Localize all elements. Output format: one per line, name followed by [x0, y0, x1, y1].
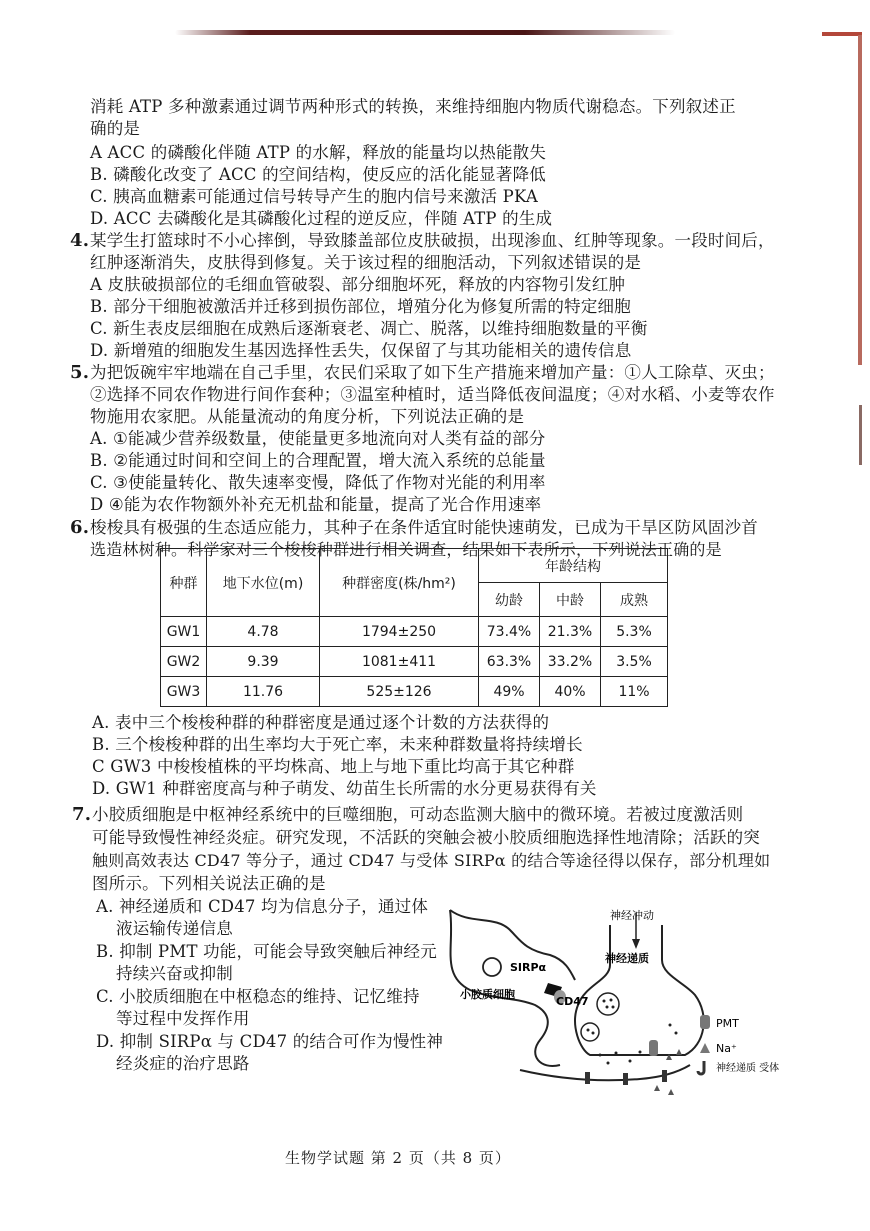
- page-footer: 生物学试题 第 2 页（共 8 页）: [285, 1149, 511, 1167]
- q6-option-c: C GW3 中梭梭植株的平均株高、地上与地下重比均高于其它种群: [92, 757, 575, 776]
- q7-option-a-line2: 液运输传递信息: [116, 919, 233, 938]
- table-cell: 9.39: [207, 647, 320, 677]
- q5-number: 5.: [70, 362, 90, 383]
- presynaptic-terminal: [575, 925, 704, 1055]
- table-cell: 5.3%: [601, 617, 668, 647]
- vesicle-icon: [597, 993, 619, 1015]
- sodium-ion-icon: [654, 1085, 660, 1091]
- q6-option-a: A. 表中三个梭梭种群的种群密度是通过逐个计数的方法获得的: [92, 713, 550, 732]
- receptor-icon: [662, 1070, 667, 1082]
- table-cell: 11.76: [207, 677, 320, 707]
- scan-edge-top: [175, 30, 675, 35]
- table-cell: GW3: [161, 677, 207, 707]
- table-row: [161, 677, 668, 707]
- synapse-mechanism-figure: [440, 905, 860, 1105]
- q7-option-d-line2: 经炎症的治疗思路: [116, 1054, 250, 1073]
- q4-option-d: D. 新增殖的细胞发生基因选择性丢失，仅保留了与其功能相关的遗传信息: [90, 341, 632, 360]
- q4-option-c: C. 新生表皮层细胞在成熟后逐渐衰老、凋亡、脱落，以维持细胞数量的平衡: [90, 319, 648, 338]
- scan-edge-right: [858, 35, 862, 365]
- table-header-age-structure: 年龄结构: [479, 549, 668, 583]
- vesicle-icon: [581, 1023, 599, 1041]
- table-header-water-level: 地下水位(m): [207, 549, 320, 617]
- table-subheader-young: 幼龄: [479, 583, 540, 617]
- transmitter-dot: [603, 1000, 606, 1003]
- cd47-label: CD47: [556, 995, 589, 1008]
- q5-stem-line2: ②选择不同农作物进行间作套种；③温室种植时，适当降低夜间温度；④对水稻、小麦等农作: [90, 385, 775, 404]
- q3-option-d: D. ACC 去磷酸化是其磷酸化过程的逆反应，伴随 ATP 的生成: [90, 209, 553, 228]
- q3-stem-line1: 消耗 ATP 多种激素通过调节两种形式的转换，来维持细胞内物质代谢稳态。下列叙述正: [90, 97, 736, 116]
- q7-option-c-line2: 等过程中发挥作用: [116, 1009, 250, 1028]
- q3-option-b: B. 磷酸化改变了 ACC 的空间结构，使反应的活化能显著降低: [90, 165, 546, 184]
- table-cell: GW2: [161, 647, 207, 677]
- table-subheader-mature: 成熟: [601, 583, 668, 617]
- table-cell: 3.5%: [601, 647, 668, 677]
- table-cell: 1081±411: [320, 647, 479, 677]
- q4-stem-line1: 某学生打篮球时不小心摔倒，导致膝盖部位皮肤破损，出现渗血、红肿等现象。一段时间后，: [90, 231, 775, 250]
- q4-option-b: B. 部分干细胞被激活并迁移到损伤部位，增殖分化为修复所需的特定细胞: [90, 297, 631, 316]
- legend-receptor-label: 神经递质 受体: [716, 1063, 780, 1074]
- scan-edge-right-lower: [859, 405, 862, 465]
- q4-stem-line2: 红肿逐渐消失，皮肤得到修复。关于该过程的细胞活动，下列叙述错误的是: [90, 253, 642, 272]
- q7-stem-line2: 可能导致慢性神经炎症。研究发现，不活跃的突触会被小胶质细胞选择性地清除；活跃的突: [92, 828, 760, 847]
- q7-option-b-line1: B. 抑制 PMT 功能，可能会导致突触后神经元: [96, 942, 437, 961]
- legend-sodium-icon: [700, 1043, 710, 1053]
- table-cell: 525±126: [320, 677, 479, 707]
- q4-option-a: A 皮肤破损部位的毛细血管破裂、部分细胞坏死，释放的内容物引发红肿: [90, 275, 626, 294]
- legend-pmt-label: PMT: [716, 1017, 739, 1030]
- q5-stem-line1: 为把饭碗牢牢地端在自己手里，农民们采取了如下生产措施来增加产量：①人工除草、灭虫；: [90, 363, 775, 382]
- table-cell: 4.78: [207, 617, 320, 647]
- q4-number: 4.: [70, 230, 90, 251]
- q7-option-a-line1: A. 神经递质和 CD47 均为信息分子，通过体: [96, 897, 429, 916]
- sodium-ion-icon: [668, 1089, 674, 1095]
- population-table: [160, 548, 668, 707]
- transmitter-dot: [607, 1062, 610, 1065]
- q5-option-a: A. ①能减少营养级数量，使能量更多地流向对人类有益的部分: [90, 429, 546, 448]
- table-cell: 21.3%: [540, 617, 601, 647]
- transmitter-dot: [606, 1006, 609, 1009]
- sirp-label: SIRPα: [510, 961, 547, 974]
- transmitter-dot: [599, 1054, 602, 1057]
- transmitter-dot: [669, 1024, 672, 1027]
- table-row: [161, 647, 668, 677]
- transmitter-dot: [592, 1032, 595, 1035]
- sodium-ion-icon: [676, 1049, 682, 1055]
- table-header-population: 种群: [161, 549, 207, 617]
- transmitter-dot: [610, 999, 613, 1002]
- transmitter-dot: [639, 1051, 642, 1054]
- q6-stem-line2: 选造林树种。科学家对三个梭梭种群进行相关调查，结果如下表所示，下列说法正确的是: [90, 540, 722, 559]
- q7-number: 7.: [72, 804, 92, 825]
- q7-stem-line4: 图所示。下列相关说法正确的是: [92, 874, 326, 893]
- legend-receptor-icon: [698, 1061, 704, 1074]
- table-cell: 49%: [479, 677, 540, 707]
- table-cell: GW1: [161, 617, 207, 647]
- microglia-nucleus: [483, 958, 501, 976]
- microglia-label: 小胶质细胞: [460, 988, 515, 1001]
- table-row: [161, 617, 668, 647]
- legend-pmt-icon: [700, 1015, 710, 1029]
- q5-option-b: B. ②能通过时间和空间上的合理配置，增大流入系统的总能量: [90, 451, 546, 470]
- transmitter-dot: [615, 1052, 618, 1055]
- transmitter-dot: [629, 1060, 632, 1063]
- q3-stem-line2: 确的是: [90, 119, 141, 138]
- transmitter-dot: [612, 1006, 615, 1009]
- transmitter-dot: [587, 1029, 590, 1032]
- table-header-density: 种群密度(株/hm²): [320, 549, 479, 617]
- q6-option-d: D. GW1 种群密度高与种子萌发、幼苗生长所需的水分更易获得有关: [92, 779, 597, 798]
- impulse-label: 神经冲动: [610, 909, 654, 922]
- q6-number: 6.: [70, 517, 90, 538]
- receptor-icon: [623, 1073, 628, 1085]
- pmt-icon: [649, 1040, 658, 1056]
- transmitter-label: 神经递质: [605, 952, 649, 965]
- q7-stem-line3: 触则高效表达 CD47 等分子，通过 CD47 与受体 SIRPα 的结合等途径得以保存，部分机理如: [92, 851, 771, 870]
- q3-option-a: A ACC 的磷酸化伴随 ATP 的水解，释放的能量均以热能散失: [90, 143, 547, 162]
- q7-option-c-line1: C. 小胶质细胞在中枢稳态的维持、记忆维持: [96, 987, 420, 1006]
- q6-option-b: B. 三个梭梭种群的出生率均大于死亡率，未来种群数量将持续增长: [92, 735, 583, 754]
- q5-option-c: C. ③使能量转化、散失速率变慢，降低了作物对光能的利用率: [90, 473, 546, 492]
- table-cell: 63.3%: [479, 647, 540, 677]
- q6-stem-line1: 梭梭具有极强的生态适应能力，其种子在条件适宜时能快速萌发，已成为干旱区防风固沙首: [90, 518, 758, 537]
- q3-option-c: C. 胰高血糖素可能通过信号转导产生的胞内信号来激活 PKA: [90, 187, 538, 206]
- q5-option-d: D ④能为农作物额外补充无机盐和能量，提高了光合作用速率: [90, 495, 542, 514]
- q7-option-b-line2: 持续兴奋或抑制: [116, 964, 233, 983]
- q7-option-d-line1: D. 抑制 SIRPα 与 CD47 的结合可作为慢性神: [96, 1032, 444, 1051]
- transmitter-dot: [675, 1032, 678, 1035]
- q7-stem-line1: 小胶质细胞是中枢神经系统中的巨噬细胞，可动态监测大脑中的微环境。若被过度激活则: [92, 805, 744, 824]
- q5-stem-line3: 物施用农家肥。从能量流动的角度分析，下列说法正确的是: [90, 407, 525, 426]
- table-cell: 11%: [601, 677, 668, 707]
- table-cell: 1794±250: [320, 617, 479, 647]
- legend-sodium-label: Na⁺: [716, 1042, 737, 1055]
- table-cell: 33.2%: [540, 647, 601, 677]
- table-cell: 73.4%: [479, 617, 540, 647]
- receptor-icon: [585, 1072, 590, 1084]
- scan-edge-right-top: [822, 32, 862, 36]
- table-subheader-middle: 中龄: [540, 583, 601, 617]
- table-cell: 40%: [540, 677, 601, 707]
- arrow-head-icon: [632, 939, 640, 949]
